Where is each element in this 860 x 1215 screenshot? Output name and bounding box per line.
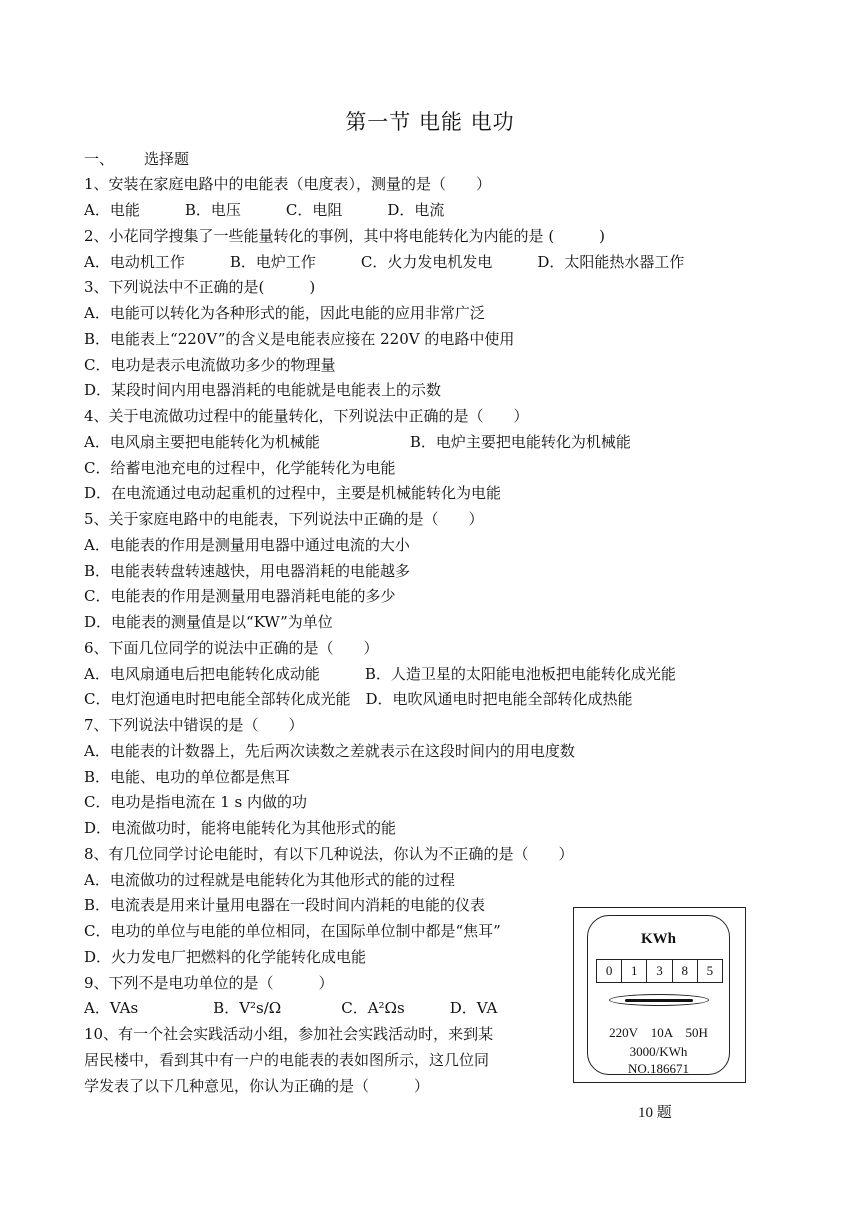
meter-digit: 5 [706, 963, 714, 978]
meter-spec-rating: 220V 10A 50H [609, 1025, 708, 1040]
question-2-options: A．电动机工作 B．电炉工作 C．火力发电机发电 D．太阳能热水器工作 [84, 253, 685, 271]
question-6: 6、下面几位同学的说法中正确的是（ ） [84, 639, 379, 657]
meter-digit: 1 [622, 960, 647, 982]
question-5: 5、关于家庭电路中的电能表，下列说法中正确的是（ ） [84, 510, 484, 528]
question-3-option-b: B．电能表上“220V”的含义是电能表应接在 220V 的电路中使用 [84, 330, 515, 348]
question-6-options-ab: A．电风扇通电后把电能转化成动能 B．人造卫星的太阳能电池板把电能转化成光能 [84, 665, 676, 683]
question-8: 8、有几位同学讨论电能时，有以下几种说法，你认为不正确的是（ ） [84, 845, 574, 863]
question-3: 3、下列说法中不正确的是( ) [84, 278, 316, 296]
question-8-option-c: C．电功的单位与电能的单位相同，在国际单位制中都是“焦耳” [84, 922, 501, 940]
question-5-option-c: C．电能表的作用是测量用电器消耗电能的多少 [84, 587, 396, 605]
question-2: 2、小花同学搜集了一些能量转化的事例，其中将电能转化为内能的是 ( ) [84, 227, 606, 245]
figure-caption: 10 题 [638, 1105, 672, 1121]
question-1: 1、安装在家庭电路中的电能表（电度表），测量的是（ ） [84, 175, 492, 193]
meter-unit-label: KWh [640, 931, 676, 947]
meter-face [587, 915, 730, 1075]
question-8-option-a: A．电流做功的过程就是电能转化为其他形式的能的过程 [84, 871, 455, 889]
meter-digit-counter [596, 959, 723, 983]
electric-meter-figure [573, 907, 746, 1083]
meter-digit: 3 [647, 960, 672, 982]
question-9-options: A．VAs B．V²s/Ω C．A²Ωs D．VA [84, 999, 498, 1017]
question-10-line-2: 居民楼中，看到其中有一户的电能表的表如图所示，这几位同 [84, 1051, 490, 1069]
question-10-line-3: 学发表了以下几种意见，你认为正确的是（ ） [84, 1077, 430, 1095]
question-8-option-d: D．火力发电厂把燃料的化学能转化成电能 [84, 948, 367, 966]
question-5-option-b: B．电能表转盘转速越快，用电器消耗的电能越多 [84, 562, 411, 580]
question-7: 7、下列说法中错误的是（ ） [84, 716, 304, 734]
question-4-option-d: D．在电流通过电动起重机的过程中，主要是机械能转化为电能 [84, 484, 502, 502]
question-7-option-d: D．电流做功时，能将电能转化为其他形式的能 [84, 819, 397, 837]
page-title: 第一节 电能 电功 [345, 110, 515, 134]
question-5-option-d: D．电能表的测量值是以“KW”为单位 [84, 613, 333, 631]
section-label: 选择题 [144, 150, 190, 168]
question-3-option-d: D．某段时间内用电器消耗的电能就是电能表上的示数 [84, 381, 442, 399]
question-4: 4、关于电流做功过程中的能量转化，下列说法中正确的是（ ） [84, 407, 529, 425]
question-7-option-b: B．电能、电功的单位都是焦耳 [84, 768, 291, 786]
question-1-options: A．电能 B．电压 C．电阻 D．电流 [84, 201, 445, 219]
question-10-line-1: 10、有一个社会实践活动小组，参加社会实践活动时，来到某 [84, 1025, 494, 1043]
meter-serial-number: NO.186671 [627, 1061, 690, 1076]
question-7-option-a: A．电能表的计数器上，先后两次读数之差就表示在这段时间内的用电度数 [84, 742, 575, 760]
question-3-option-c: C．电功是表示电流做功多少的物理量 [84, 356, 336, 374]
question-5-option-a: A．电能表的作用是测量用电器中通过电流的大小 [84, 536, 410, 554]
question-7-option-c: C．电功是指电流在 1 s 内做的功 [84, 793, 308, 811]
question-8-option-b: B．电流表是用来计量用电器在一段时间内消耗的电能的仪表 [84, 896, 486, 914]
section-heading [84, 149, 189, 169]
question-6-options-cd: C．电灯泡通电时把电能全部转化成光能 D．电吹风通电时把电能全部转化成热能 [84, 690, 633, 708]
meter-digit: 8 [673, 960, 698, 982]
section-number: 一、 [84, 150, 115, 168]
question-4-options-ab: A．电风扇主要把电能转化为机械能 B．电炉主要把电能转化为机械能 [84, 433, 631, 451]
question-4-option-c: C．给蓄电池充电的过程中，化学能转化为电能 [84, 459, 396, 477]
meter-disc-mark [625, 999, 693, 1002]
meter-spec-constant: 3000/KWh [629, 1044, 688, 1059]
question-9: 9、下列不是电功单位的是（ ） [84, 974, 334, 992]
meter-digit: 0 [597, 960, 622, 982]
meter-rotating-disc [609, 994, 709, 1006]
question-3-option-a: A．电能可以转化为各种形式的能，因此电能的应用非常广泛 [84, 304, 485, 322]
